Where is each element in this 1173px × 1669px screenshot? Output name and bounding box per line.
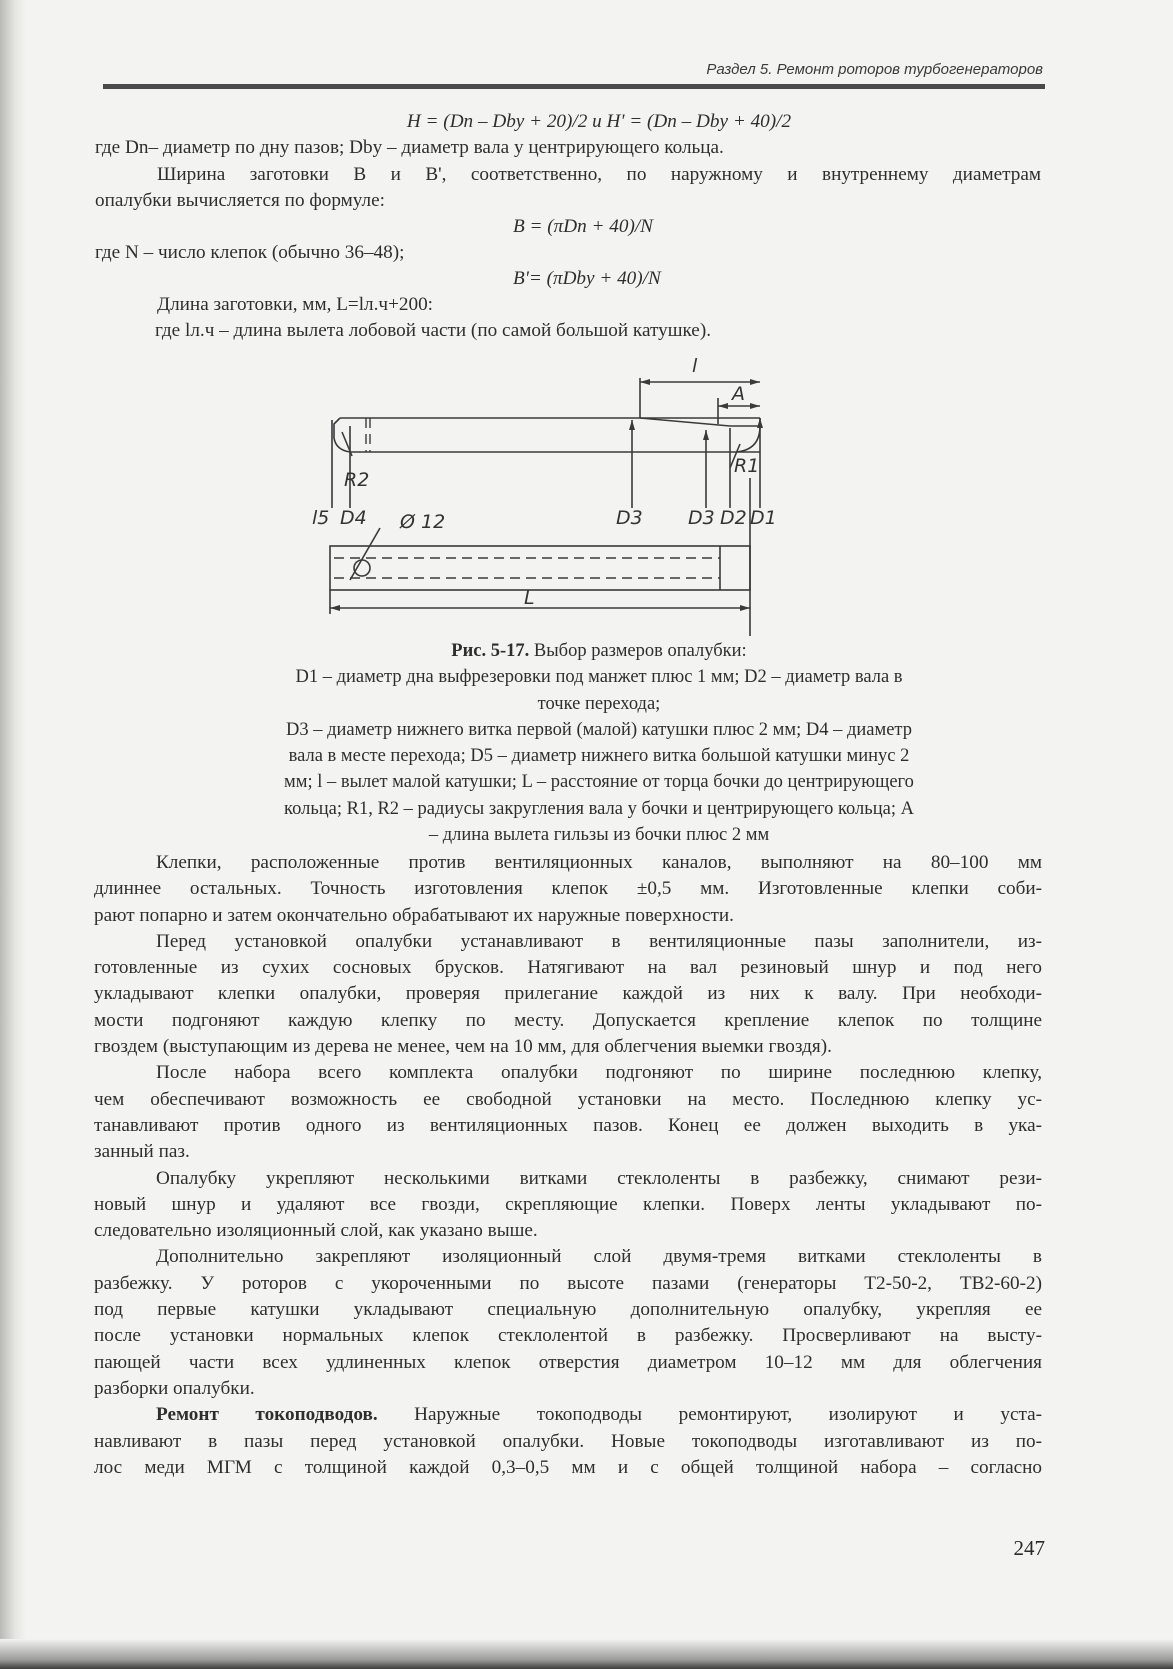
p4-line-2: новый шнур и удаляют все гвозди, скрепляющие клепки. Поверх ленты укладывают по- bbox=[94, 1193, 1042, 1215]
caption-line-4: вала в месте перехода; D5 – диаметр нижнего витка большой катушки минус 2 bbox=[288, 746, 910, 767]
p5-line-6: разборки опалубки. bbox=[94, 1377, 255, 1399]
taper-line bbox=[640, 418, 760, 426]
p6-line-2: навливают в пазы перед установкой опалубки. Новые токоподводы изготавливают из по- bbox=[94, 1430, 1042, 1452]
hole-leader bbox=[350, 528, 380, 580]
p5-line-1: Дополнительно закрепляют изоляционный слой двумя-тремя витками стеклоленты в bbox=[156, 1246, 1042, 1268]
p5-line-5: пающей части всех удлиненных клепок отверстия диаметром 10–12 мм для облегчения bbox=[94, 1351, 1042, 1373]
where-dn-line: где Dn– диаметр по дну пазов; Dby – диаметр вала у центрирующего кольца. bbox=[95, 137, 724, 159]
label-d3b: D3 bbox=[688, 507, 715, 529]
arrow-d1 bbox=[757, 418, 763, 428]
paragraph-4 bbox=[94, 1166, 1042, 1245]
header-rule bbox=[103, 84, 1045, 89]
length-line: Длина заготовки, мм, L=lл.ч+200: bbox=[157, 294, 434, 316]
p6-line-3: лос меди МГМ с толщиной каждой 0,3–0,5 мм и с общей толщиной набора – согласно bbox=[94, 1456, 1042, 1478]
caption-title-text: Выбор размеров опалубки: bbox=[529, 641, 747, 661]
p2-line-2: готовленные из сухих сосновых брусков. Натягивают на вал резиновый шнур и под него bbox=[94, 957, 1042, 979]
formula-b-prime: B'= (πDby + 40)/N bbox=[513, 267, 661, 289]
paragraph-5 bbox=[94, 1244, 1042, 1402]
label-l5: l5 bbox=[312, 507, 330, 529]
p3-line-2: чем обеспечивают возможность ее свободной установки на место. Последнюю клепку ус- bbox=[94, 1088, 1042, 1110]
plan-outline bbox=[330, 546, 750, 590]
width-line-1: Ширина заготовки B и B', соответственно, по наружному и внутреннему диаметрам bbox=[157, 163, 1041, 185]
p2-line-5: гвоздем (выступающим из дерева не менее, чем на 10 мм, для облегчения выемки гвоздя). bbox=[94, 1036, 832, 1058]
paragraph-3 bbox=[94, 1060, 1042, 1165]
arrow-a-left bbox=[718, 403, 728, 409]
figure-caption bbox=[157, 638, 1041, 848]
p2-line-3: укладывают клепки опалубки, проверяя прилегание каждой из них к валу. При необходи- bbox=[94, 983, 1042, 1005]
paragraph-1 bbox=[94, 850, 1042, 929]
label-r2: R2 bbox=[344, 469, 370, 491]
formula-b: B = (πDn + 40)/N bbox=[513, 216, 653, 238]
p2-line-4: мости подгоняют каждую клепку по месту. Допускается крепление клепок по толщине bbox=[94, 1009, 1042, 1031]
label-d12: Ø 12 bbox=[400, 511, 446, 533]
where-l-line: где lл.ч – длина вылета лобовой части (по самой большой катушке). bbox=[155, 320, 712, 342]
label-d4: D4 bbox=[340, 507, 367, 529]
arrow-L-left bbox=[330, 605, 340, 611]
p3-line-3: танавливают против одного из вентиляционных пазов. Конец ее должен выходить в ука- bbox=[94, 1114, 1042, 1136]
caption-line-5: мм; l – вылет малой катушки; L – расстояние от торца бочки до центрирующего bbox=[284, 772, 914, 793]
arrow-a-right bbox=[750, 403, 760, 409]
width-line-2: опалубки вычисляется по формуле: bbox=[95, 189, 385, 211]
caption-line-6: кольца; R1, R2 – радиусы закругления вала у бочки и центрирующего кольца; A bbox=[284, 798, 914, 819]
label-l: l bbox=[692, 355, 698, 377]
page-number: 247 bbox=[1013, 1536, 1045, 1560]
p6-bold-lead: Ремонт токоподводов. bbox=[156, 1404, 378, 1426]
label-d3a: D3 bbox=[616, 507, 643, 529]
label-L: L bbox=[524, 587, 535, 609]
caption-title bbox=[157, 638, 1041, 664]
where-n-line: где N – число клепок (обычно 36–48); bbox=[95, 242, 405, 264]
p6-first-rest: Наружные токоподводы ремонтируют, изолируют и уста- bbox=[377, 1404, 1042, 1426]
formula-h: H = (Dn – Dby + 20)/2 и H' = (Dn – Dby + 40)/2 bbox=[406, 111, 792, 132]
p5-line-3: под первые катушки укладывают специальную дополнительную опалубку, укрепляя ее bbox=[94, 1299, 1042, 1321]
p3-line-4: занный паз. bbox=[94, 1141, 190, 1163]
p5-line-2: разбежку. У роторов с укороченными по высоте пазами (генераторы Т2-50-2, ТВ2-60-2) bbox=[94, 1272, 1042, 1294]
right-radius-curve bbox=[736, 426, 760, 452]
figure-5-17 bbox=[312, 355, 820, 643]
p1-line-2: длиннее остальных. Точность изготовления клепок ±0,5 мм. Изготовленные клепки соби- bbox=[94, 878, 1042, 900]
p3-line-1: После набора всего комплекта опалубки подгоняют по ширине последнюю клепку, bbox=[156, 1062, 1042, 1084]
caption-line-2: точке перехода; bbox=[537, 693, 661, 714]
top-text-block bbox=[95, 109, 1041, 345]
scan-shadow-left bbox=[0, 0, 26, 1669]
scan-shadow-bottom bbox=[0, 1639, 1173, 1669]
arrow-d3b bbox=[703, 430, 709, 440]
body-text bbox=[94, 850, 1042, 1481]
p5-line-4: после установки нормальных клепок стеклолентой в разбежку. Просверливают на высту- bbox=[94, 1325, 1042, 1347]
paragraph-2 bbox=[94, 929, 1042, 1060]
arrow-d3a bbox=[629, 420, 635, 430]
caption-number: Рис. 5-17. bbox=[451, 641, 530, 661]
label-d1: D1 bbox=[750, 507, 777, 529]
drawing-formwork bbox=[312, 355, 820, 638]
running-header: Раздел 5. Ремонт роторов турбогенераторов bbox=[706, 61, 1043, 78]
label-r1: R1 bbox=[734, 455, 760, 477]
paragraph-6 bbox=[94, 1402, 1042, 1481]
caption-line-7: – длина вылета гильзы из бочки плюс 2 мм bbox=[428, 825, 770, 846]
p1-line-1: Клепки, расположенные против вентиляционных каналов, выполняют на 80–100 мм bbox=[156, 852, 1042, 873]
p2-line-1: Перед установкой опалубки устанавливают в вентиляционные пазы заполнители, из- bbox=[156, 930, 1042, 952]
arrow-l-left bbox=[640, 379, 650, 385]
label-a: A bbox=[732, 383, 745, 405]
p4-line-3: следовательно изоляционный слой, как указано выше. bbox=[94, 1220, 538, 1242]
p6-line-1 bbox=[94, 1402, 1042, 1428]
p1-line-3: рают попарно и затем окончательно обрабатывают их наружные поверхности. bbox=[94, 904, 734, 926]
arrow-L-right bbox=[740, 605, 750, 611]
p4-line-1: Опалубку укрепляют несколькими витками стеклоленты в разбежку, снимают рези- bbox=[156, 1167, 1042, 1189]
caption-line-1: D1 – диаметр дна выфрезеровки под манжет плюс 1 мм; D2 – диаметр вала в bbox=[295, 667, 903, 688]
label-d2: D2 bbox=[720, 507, 747, 529]
caption-line-3: D3 – диаметр нижнего витка первой (малой) катушки плюс 2 мм; D4 – диаметр bbox=[286, 719, 912, 740]
arrow-l-right bbox=[750, 379, 760, 385]
